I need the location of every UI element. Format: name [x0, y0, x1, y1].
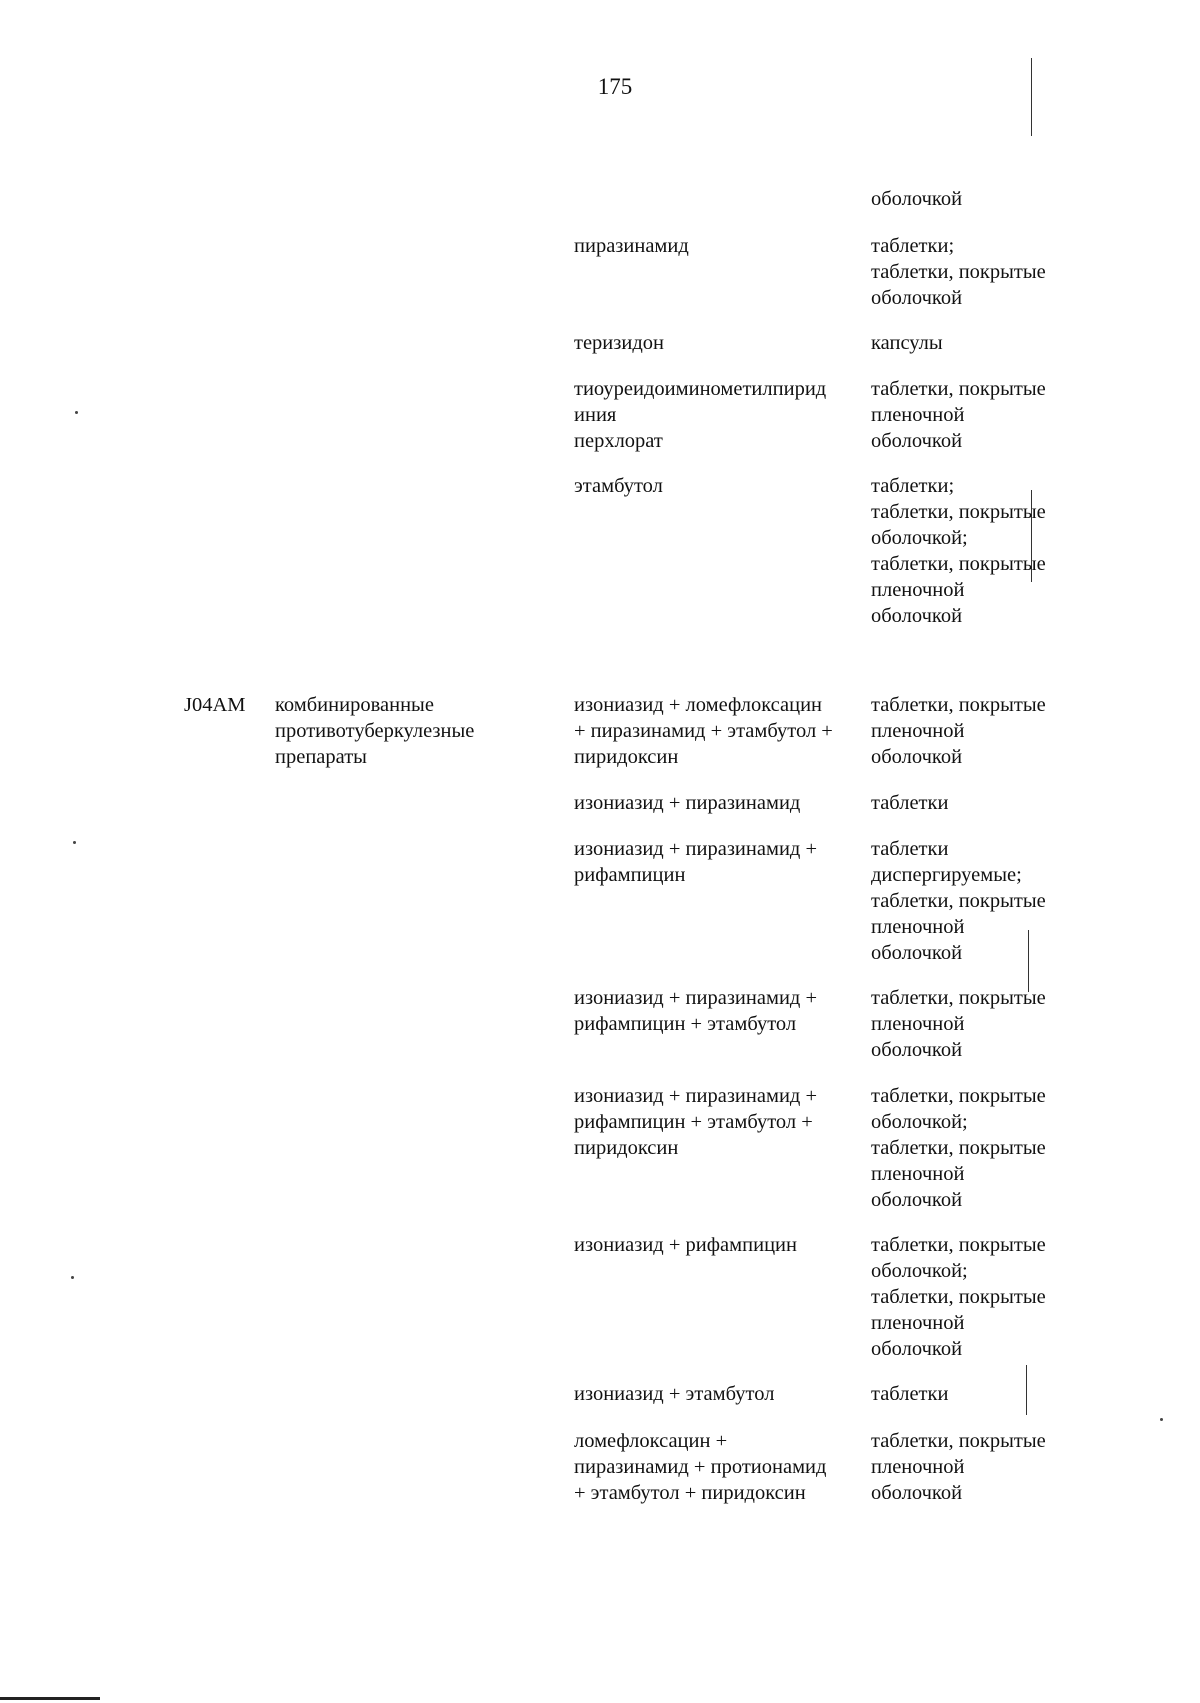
drug-name: изониазид + пиразинамид + рифампицин + этамбутол + пиридоксин: [574, 1085, 818, 1159]
drug-name: изониазид + пиразинамид: [574, 792, 801, 814]
scan-artifact-line: [1031, 58, 1032, 136]
dosage-form: таблетки: [871, 1383, 949, 1405]
dosage-form: таблетки диспергируемые; таблетки, покрытые пленочной оболочкой: [871, 838, 1046, 964]
dosage-form: таблетки, покрытые пленочной оболочкой: [871, 987, 1046, 1061]
dosage-form: таблетки: [871, 792, 949, 814]
scan-speck: [75, 411, 78, 414]
dosage-form: оболочкой: [871, 188, 963, 210]
scan-speck: [71, 1276, 74, 1279]
drug-name: теризидон: [574, 332, 664, 354]
scan-edge-line: [0, 1697, 100, 1700]
dosage-form: таблетки, покрытые оболочкой; таблетки, покрытые пленочной оболочкой: [871, 1085, 1046, 1211]
dosage-form: таблетки, покрытые пленочной оболочкой: [871, 1430, 1046, 1504]
drug-name: изониазид + пиразинамид + рифампицин + этамбутол: [574, 987, 818, 1035]
drug-name: изониазид + ломефлоксацин + пиразинамид + этамбутол + пиридоксин: [574, 694, 833, 768]
drug-name: изониазид + рифампицин: [574, 1234, 797, 1256]
atc-code: J04AM: [184, 694, 246, 716]
dosage-form: таблетки, покрытые оболочкой; таблетки, покрытые пленочной оболочкой: [871, 1234, 1046, 1360]
dosage-form: таблетки, покрытые пленочной оболочкой: [871, 378, 1046, 452]
drug-name: ломефлоксацин + пиразинамид + протионамид + этамбутол + пиридоксин: [574, 1430, 827, 1504]
dosage-form: капсулы: [871, 332, 943, 354]
drug-name: изониазид + этамбутол: [574, 1383, 775, 1405]
drug-name: этамбутол: [574, 475, 663, 497]
drug-name: тиоуреидоиминометилпирид иния перхлорат: [574, 378, 827, 452]
scan-speck: [73, 841, 76, 844]
drug-name: изониазид + пиразинамид + рифампицин: [574, 838, 818, 886]
dosage-form: таблетки; таблетки, покрытые оболочкой; таблетки, покрытые пленочной оболочкой: [871, 475, 1046, 627]
anatomical-therapeutic-group: комбинированные противотуберкулезные препараты: [275, 694, 475, 768]
page-number: 175: [597, 74, 633, 99]
drug-name: пиразинамид: [574, 235, 689, 257]
scan-speck: [1160, 1418, 1163, 1421]
dosage-form: таблетки; таблетки, покрытые оболочкой: [871, 235, 1046, 309]
dosage-form: таблетки, покрытые пленочной оболочкой: [871, 694, 1046, 768]
